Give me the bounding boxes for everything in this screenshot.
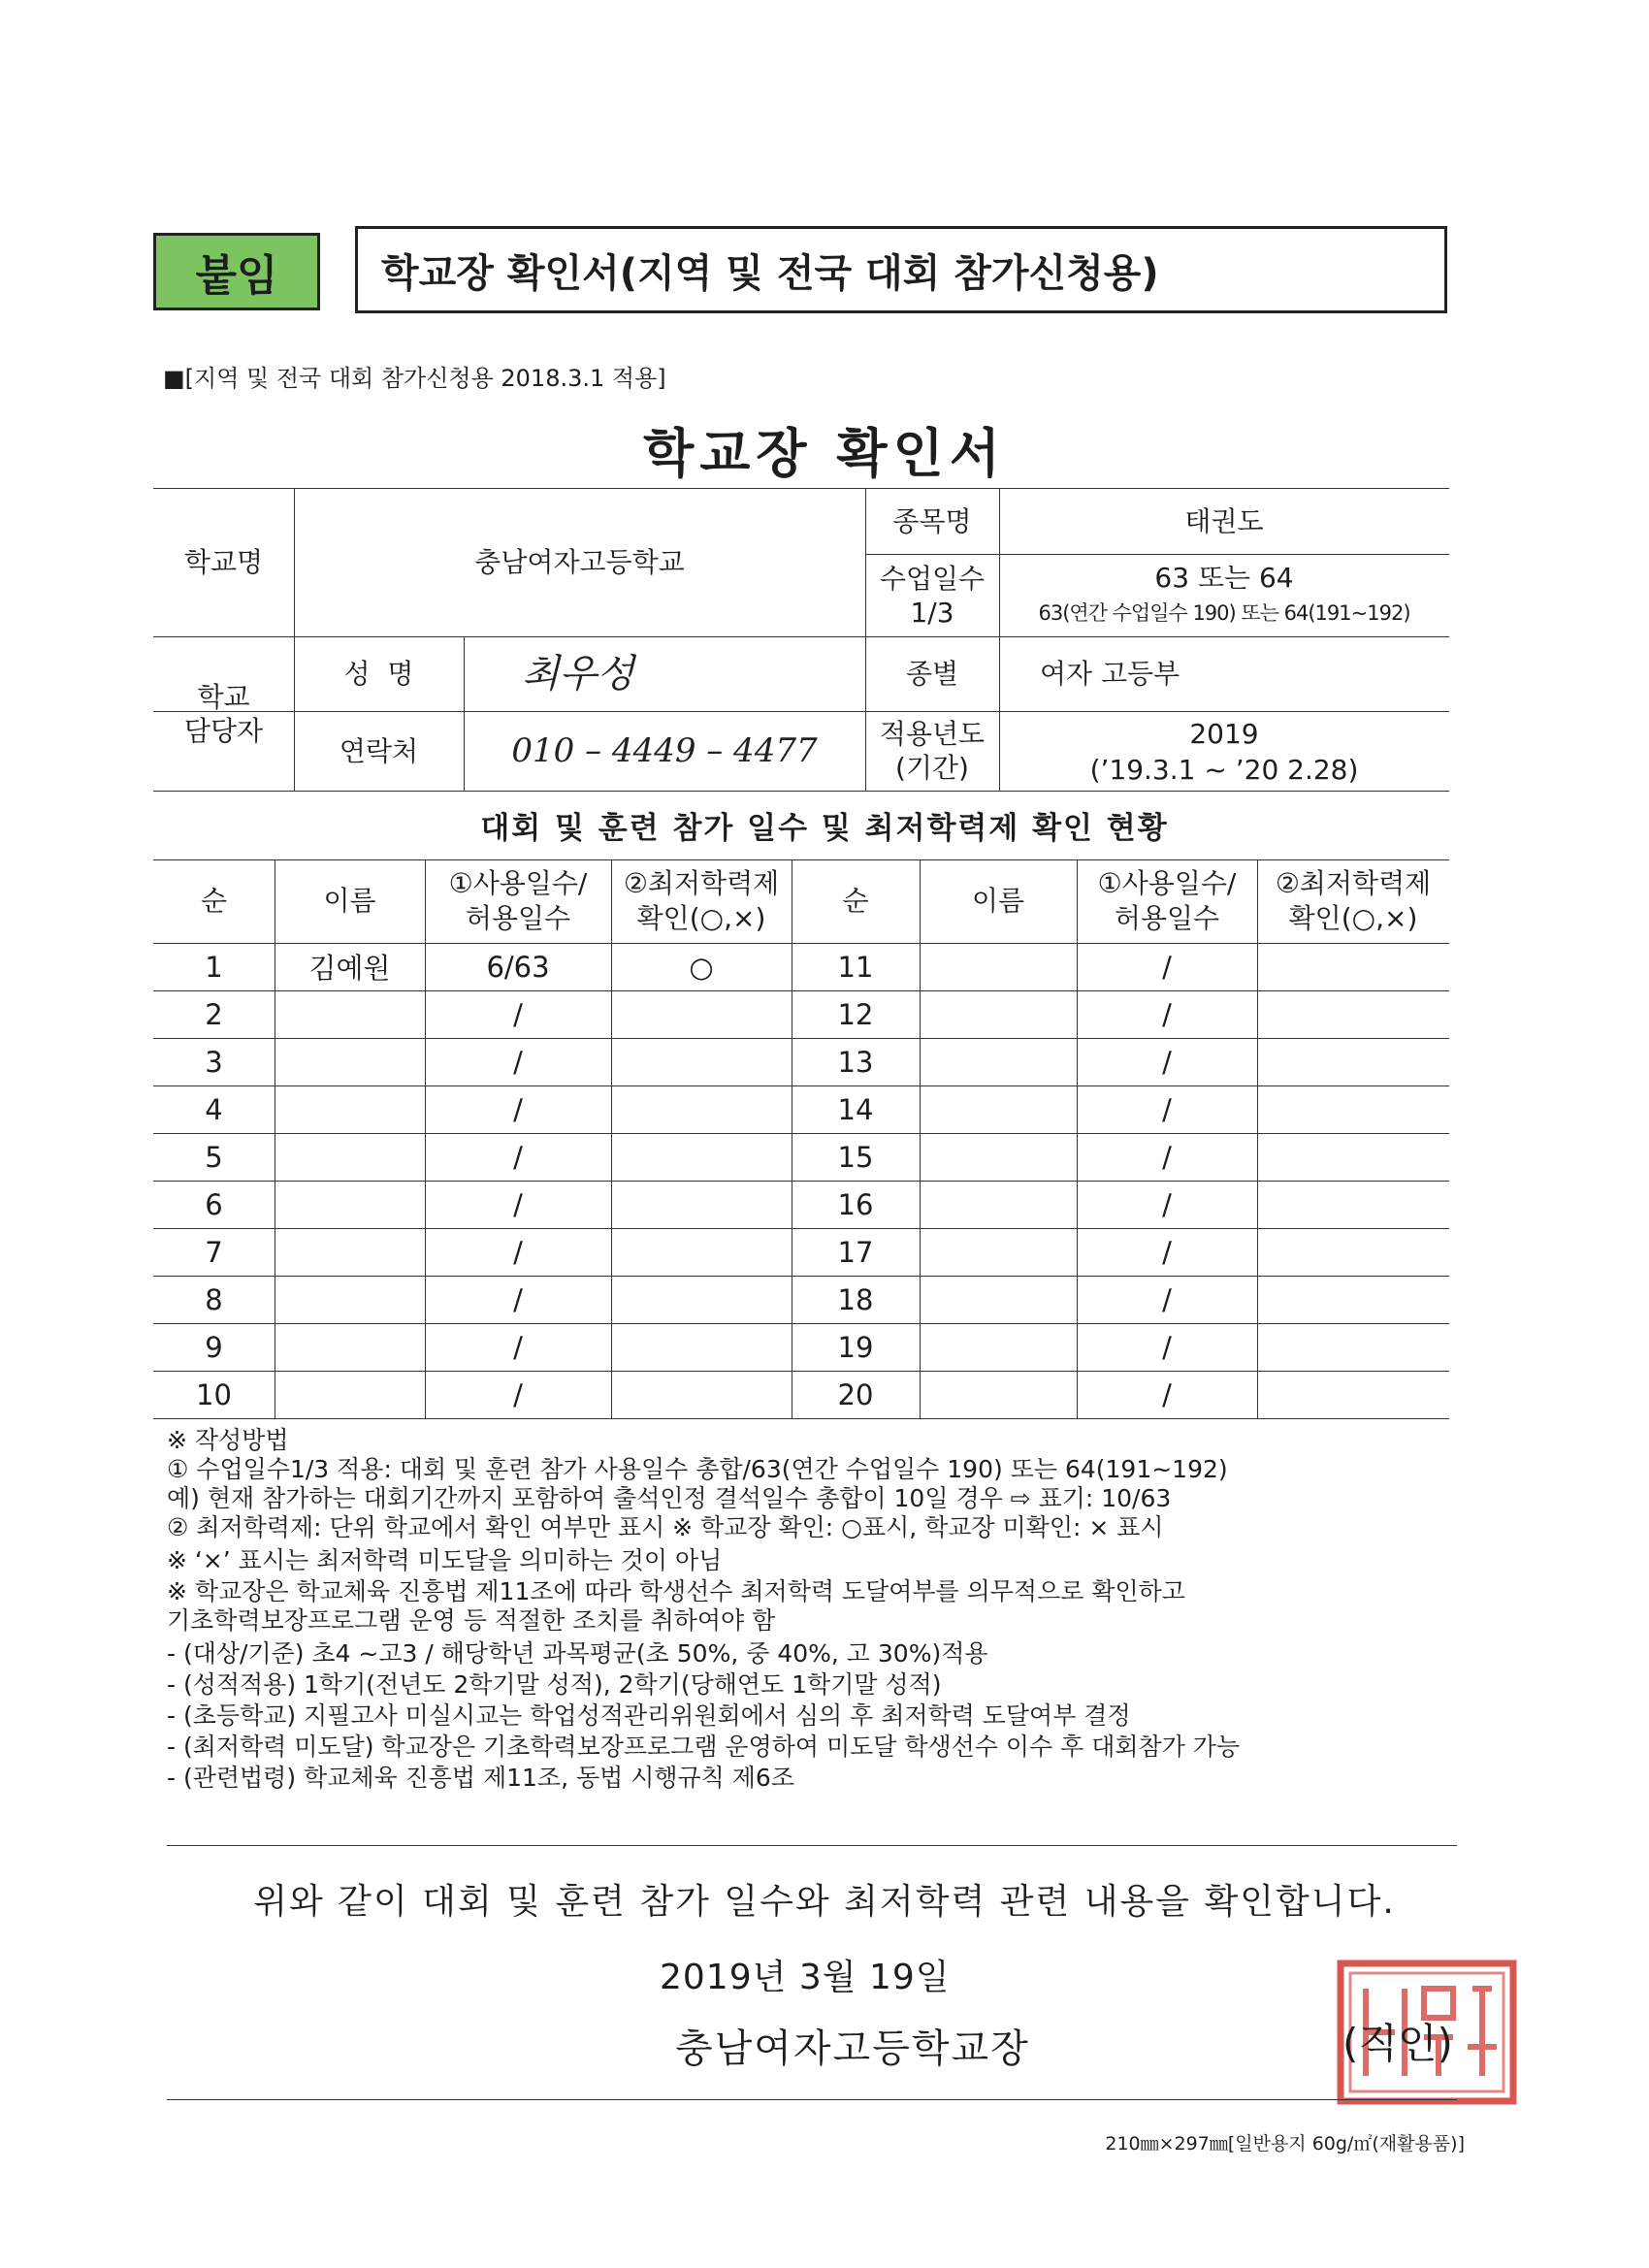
- header-days-left: ①사용일수/ 허용일수: [448, 866, 588, 934]
- roster-cell-no: 7: [205, 1235, 223, 1269]
- year-label: 적용년도 (기간): [879, 718, 986, 784]
- instruction-line: - (대상/기준) 초4 ~고3 / 해당학년 과목평균(초 50%, 중 40%, 고 30%)적용: [167, 1639, 988, 1668]
- document-title: 학교장 확인서(지역 및 전국 대회 참가신청용): [381, 250, 1159, 296]
- roster-cell-name: [275, 1085, 425, 1133]
- roster-cell-name: [920, 1276, 1077, 1323]
- instruction-line: 예) 현재 참가하는 대회기간까지 포함하여 출석인정 결석일수 총합이 10일 경우 ⇨ 표기: 10/63: [167, 1484, 1172, 1512]
- roster-cell-check: ○: [689, 950, 714, 984]
- roster-cell-check: [611, 1276, 792, 1323]
- roster-cell-name: [920, 1038, 1077, 1085]
- contact-label: 연락처: [339, 734, 419, 767]
- roster-cell-check: [611, 1323, 792, 1371]
- header-days-right: ①사용일수/ 허용일수: [1097, 866, 1237, 934]
- roster-cell-name: [920, 1371, 1077, 1418]
- sport-value: 태권도: [1184, 504, 1264, 537]
- roster-cell-name: [275, 1276, 425, 1323]
- attachment-tag-label: 붙임: [195, 251, 278, 301]
- roster-cell-no: 14: [837, 1092, 874, 1126]
- header-check-right: ②최저학력제 확인(○,×): [1275, 866, 1432, 934]
- roster-cell-name: [275, 1038, 425, 1085]
- header-no-left: 순: [200, 884, 228, 917]
- instruction-line: - (최저학력 미도달) 학교장은 기초학력보장프로그램 운영하여 미도달 학생선수 이수 후 대회참가 가능: [167, 1733, 1241, 1761]
- roster-cell-check: [611, 1133, 792, 1181]
- roster-cell-days: /: [1162, 997, 1172, 1031]
- roster-cell-check: [611, 1085, 792, 1133]
- roster-cell-no: 18: [837, 1282, 874, 1316]
- roster-cell-name: [275, 1228, 425, 1276]
- roster-cell-no: 2: [205, 997, 223, 1031]
- roster-cell-days: /: [513, 997, 523, 1031]
- roster-cell-days: /: [513, 1092, 523, 1126]
- attachment-tag: [153, 233, 320, 310]
- instruction-line: 기초학력보장프로그램 운영 등 적절한 조치를 취하여야 함: [167, 1606, 776, 1635]
- instruction-line: ※ 학교장은 학교체육 진흥법 제11조에 따라 학생선수 최저학력 도달여부를 의무적으로 확인하고: [167, 1577, 1185, 1605]
- roster-cell-name: [275, 990, 425, 1038]
- header-no-right: 순: [842, 884, 869, 917]
- roster-cell-days: /: [1162, 1330, 1172, 1364]
- instruction-line: ② 최저학력제: 단위 학교에서 확인 여부만 표시 ※ 학교장 확인: ○표시, 학교장 미확인: × 표시: [167, 1513, 1164, 1541]
- header-name-right: 이름: [971, 884, 1025, 917]
- name-label: 성 명: [343, 658, 414, 690]
- paper-spec: 210㎜×297㎜[일반용지 60g/㎡(재활용품)]: [1105, 2133, 1465, 2155]
- section-title: 대회 및 훈련 참가 일수 및 최저학력제 확인 현황: [480, 811, 1169, 846]
- subtitle: ■[지역 및 전국 대회 참가신청용 2018.3.1 적용]: [163, 365, 666, 392]
- roster-cell-check: [611, 1181, 792, 1228]
- year-value: 2019: [1189, 717, 1259, 750]
- roster-cell-days: /: [513, 1330, 523, 1364]
- roster-table: [153, 859, 1449, 1418]
- roster-cell-name: [920, 943, 1077, 990]
- roster-cell-check: [1257, 1085, 1449, 1133]
- roster-cell-days: /: [1162, 950, 1172, 984]
- roster-cell-no: 3: [205, 1045, 223, 1079]
- principal-title: 충남여자고등학교장: [675, 2026, 1030, 2071]
- roster-cell-check: [1257, 943, 1449, 990]
- page-title: 학교장 확인서: [643, 423, 1006, 484]
- seal-label: (직인): [1342, 2020, 1453, 2067]
- roster-cell-days: /: [1162, 1187, 1172, 1221]
- roster-cell-days: /: [513, 1187, 523, 1221]
- roster-cell-no: 17: [837, 1235, 874, 1269]
- roster-cell-no: 15: [837, 1140, 874, 1174]
- roster-cell-name: [920, 1181, 1077, 1228]
- roster-cell-days: 6/63: [486, 950, 550, 984]
- roster-cell-no: 9: [205, 1330, 223, 1364]
- roster-cell-no: 11: [837, 950, 874, 984]
- school-name: 충남여자고등학교: [474, 546, 685, 578]
- roster-cell-no: 1: [205, 950, 223, 984]
- roster-cell-days: /: [513, 1282, 523, 1316]
- roster-cell-name: [920, 1323, 1077, 1371]
- instruction-line: ① 수업일수1/3 적용: 대회 및 훈련 참가 사용일수 총합/63(연간 수업일수 190) 또는 64(191~192): [167, 1455, 1228, 1483]
- roster-cell-no: 5: [205, 1140, 223, 1174]
- instruction-line: ※ ‘×’ 표시는 최저학력 미도달을 의미하는 것이 아님: [167, 1546, 723, 1574]
- instruction-line: - (초등학교) 지필고사 미실시교는 학업성적관리위원회에서 심의 후 최저학력 도달여부 결정: [167, 1701, 1131, 1730]
- instruction-line: ※ 작성방법: [167, 1426, 289, 1454]
- document-title-box: [355, 226, 1447, 313]
- header-name-left: 이름: [323, 884, 376, 917]
- days-value: 63 또는 64: [1154, 561, 1294, 594]
- roster-cell-check: [611, 1371, 792, 1418]
- roster-cell-no: 13: [837, 1045, 874, 1079]
- roster-cell-no: 20: [837, 1377, 874, 1411]
- roster-cell-check: [1257, 990, 1449, 1038]
- bottom-divider: [167, 2099, 1457, 2100]
- roster-cell-check: [1257, 1133, 1449, 1181]
- roster-cell-days: /: [513, 1045, 523, 1079]
- roster-cell-name: [275, 1133, 425, 1181]
- instruction-line: - (성적적용) 1학기(전년도 2학기말 성적), 2학기(당해연도 1학기말 성적): [167, 1670, 942, 1699]
- roster-cell-name: [275, 1181, 425, 1228]
- roster-cell-check: [1257, 1181, 1449, 1228]
- roster-cell-check: [1257, 1323, 1449, 1371]
- contact-handwritten: 010 – 4449 – 4477: [511, 730, 818, 770]
- roster-cell-days: /: [1162, 1235, 1172, 1269]
- roster-cell-no: 12: [837, 997, 874, 1031]
- header-check-left: ②최저학력제 확인(○,×): [623, 866, 780, 934]
- roster-cell-days: /: [1162, 1092, 1172, 1126]
- days-value-detail: 63(연간 수업일수 190) 또는 64(191~192): [1038, 600, 1410, 625]
- confirmation-statement: 위와 같이 대회 및 훈련 참가 일수와 최저학력 관련 내용을 확인합니다.: [253, 1882, 1396, 1922]
- roster-cell-no: 4: [205, 1092, 223, 1126]
- division-label: 종별: [905, 658, 959, 690]
- roster-cell-name: [275, 1371, 425, 1418]
- roster-cell-check: [611, 1228, 792, 1276]
- roster-cell-days: /: [1162, 1045, 1172, 1079]
- roster-cell-days: /: [513, 1140, 523, 1174]
- info-table: [153, 488, 1449, 791]
- year-period: (’19.3.1 ~ ’20 2.28): [1089, 753, 1359, 786]
- instruction-line: - (관련법령) 학교체육 진흥법 제11조, 동법 시행규칙 제6조: [167, 1764, 794, 1792]
- roster-cell-name: [920, 1228, 1077, 1276]
- staff-label: 학교 담당자: [183, 680, 264, 747]
- roster-cell-no: 16: [837, 1187, 874, 1221]
- roster-cell-check: [1257, 1276, 1449, 1323]
- roster-cell-name: [275, 1323, 425, 1371]
- roster-cell-days: /: [1162, 1282, 1172, 1316]
- roster-cell-no: 19: [837, 1330, 874, 1364]
- roster-cell-days: /: [1162, 1140, 1172, 1174]
- school-label: 학교명: [183, 546, 264, 578]
- roster-cell-days: /: [513, 1235, 523, 1269]
- roster-cell-check: [611, 990, 792, 1038]
- notes-divider: [167, 1845, 1457, 1846]
- roster-cell-name: [920, 1085, 1077, 1133]
- roster-cell-days: /: [1162, 1377, 1172, 1411]
- staff-name-handwritten: 최우성: [522, 651, 634, 697]
- roster-cell-no: 6: [205, 1187, 223, 1221]
- division-value: 여자 고등부: [1040, 658, 1180, 690]
- roster-cell-no: 8: [205, 1282, 223, 1316]
- roster-cell-name: [920, 1133, 1077, 1181]
- roster-cell-days: /: [513, 1377, 523, 1411]
- roster-cell-check: [1257, 1228, 1449, 1276]
- days-label: 수업일수 1/3: [879, 562, 986, 629]
- issue-date: 2019년 3월 19일: [660, 1958, 951, 1997]
- roster-cell-check: [611, 1038, 792, 1085]
- roster-cell-check: [1257, 1038, 1449, 1085]
- roster-cell-check: [1257, 1371, 1449, 1418]
- sport-label: 종목명: [892, 504, 972, 537]
- roster-cell-name: 김예원: [308, 952, 391, 985]
- roster-cell-no: 10: [196, 1377, 232, 1411]
- roster-cell-name: [920, 990, 1077, 1038]
